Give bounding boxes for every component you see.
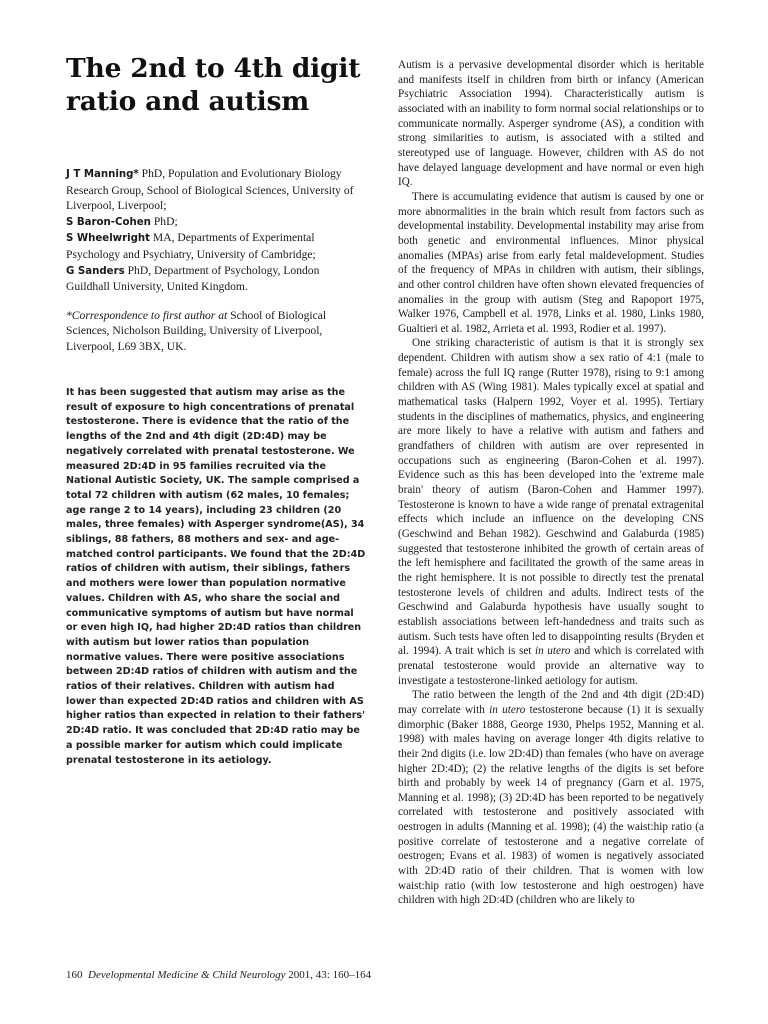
body-paragraph: There is accumulating evidence that autism is caused by one or more abnormalities in the brain which result from factors such as developmental instability. Developmental instability may arise from both genetic and environmental influences. Minor physical anomalies (MPAs) arise from early fetal maldevelopment. Studies of the frequency of MPAs in children with autism, their siblings, and other control children have often shown elevated frequencies of anomalies in the group with autism (Steg and Rapoport 1975, Walker 1976, Campbell et al. 1978, Links et al. 1980, Links 1980, Gualtieri et al. 1982, Arrieta et al. 1993, Rodier et al. 1997). bbox=[398, 190, 704, 335]
author-affiliation: MA, Departments of Experimental Psychology and Psychiatry, University of Cambridge; bbox=[66, 231, 316, 261]
author-name: J T Manning* bbox=[66, 169, 139, 180]
body-paragraph: Autism is a pervasive developmental disorder which is heritable and manifests itself in children from birth or infancy (American Psychiatric Association 1994). Characteristically autism is associated with an inability to form normal social relationships or to communicate normally. Asperger syndrome (AS), a condition with strong similarities to autism, is associated with a stilted and stereotyped use of language. However, children with AS do not have delayed language development and have normal or even high IQ. bbox=[398, 59, 704, 189]
article-title: The 2nd to 4th digit ratio and autism bbox=[66, 53, 361, 117]
author-name: S Baron-Cohen bbox=[66, 216, 151, 228]
author-affiliation: PhD, Population and Evolutionary Biology Research Group, School of Biological Sciences, University of Liverpool, Liverpool; bbox=[66, 167, 354, 213]
body-italic: in utero bbox=[489, 703, 526, 716]
body-paragraph bbox=[398, 688, 704, 908]
body-text bbox=[398, 58, 704, 908]
abstract: It has been suggested that autism may arise as the result of exposure to high concentrations of prenatal testosterone. There is evidence that the ratio of the lengths of the 2nd and 4th digit (2D:4D) may be negatively correlated with prenatal testosterone. We measured 2D:4D in 95 families recruited via the National Autistic Society, UK. The sample comprised a total 72 children with autism (62 males, 10 females; age range 2 to 14 years), including 23 children (20 males, three females) with Asperger syndrome(AS), 34 siblings, 88 fathers, 88 mothers and sex- and age-matched control participants. We found that the 2D:4D ratios of children with autism, their siblings, fathers and mothers were lower than population normative values. Children with AS, who share the social and communicative symptoms of autism but have normal or even high IQ, had higher 2D:4D ratios than children with autism but lower ratios than population normative values. There were positive associations between 2D:4D ratios of children with autism and the ratios of their relatives. Children with autism had lower than expected 2D:4D ratios and children with AS higher ratios than expected in relation to their fathers' 2D:4D ratio. It was concluded that 2D:4D ratio may be a possible marker for autism which could implicate prenatal testosterone in its aetiology. bbox=[66, 387, 366, 766]
body-text-run: testosterone because (1) it is sexually dimorphic (Baker 1888, George 1930, Phelps 1952, Manning et al. 1998) with males having on average longer 4th digits relative to their 2nd digits (i.e. low 2D:4D) than females (who have on average higher 2D:4D); (2) the relative lengths of the digits is set before birth and probably by week 14 of pregnancy (Garn et al. 1975, Manning et al. 1998); (3) 2D:4D has been reported to be negatively correlated with testosterone and positively associated with oestrogen in adults (Manning et al. 1998); (4) the waist:hip ratio (a positive correlate of testosterone and a negative correlate of oestrogen; Evans et al. 1983) of women is negatively associated with 2D:4D ratio of their children. That is women with low waist:hip ratio (with low testosterone and high oestrogen) have children with high 2D:4D (children who are likely to bbox=[398, 703, 704, 907]
author-entry bbox=[66, 214, 364, 231]
author-entry bbox=[66, 166, 364, 214]
body-text-run: The ratio between the length of the 2nd and 4th digit (2D:4D) may correlate with bbox=[398, 689, 704, 716]
author-entry bbox=[66, 230, 364, 262]
body-italic: in utero bbox=[535, 645, 571, 658]
body-text-run: One striking characteristic of autism is that it is strongly sex dependent. Children with autism show a sex ratio of 4:1 (male to female) across the full IQ range (Rutter 1978), rising to 9:1 among children with AS (Wing 1981). Males typically excel at spatial and mathematical tasks (Halpern 1992, Voyer et al. 1995). Tertiary students in the disciplines of mathematics, physics, and engineering are more likely to have a relative with autism and fathers and grandfathers of children with autism are over represented in occupations such as engineering (Baron-Cohen et al. 1997). Evidence such as this has been developed into the 'extreme male brain' theory of autism (Baron-Cohen and Hammer 1997). Testosterone is known to have a wide range of prenatal extragenital effects which include an influence on the developing CNS (Geschwind and Behan 1982). Geschwind and Galaburda (1985) suggested that testosterone inhibited the growth of certain areas of the left hemisphere and facilitated the growth of the same areas in the right hemisphere. It is not possible to directly test the prenatal testosterone levels of children and adults. Indirect tests of the Geschwind and Galaburda hypothesis have usually sought to establish associations between left-handedness and traits such as autism. Such tests have often led to disappointing results (Bryden et al. 1994). A trait which is set bbox=[398, 337, 704, 658]
page-footer bbox=[66, 968, 466, 982]
page-number: 160 bbox=[66, 969, 83, 981]
journal-citation: 2001, 43: 160–164 bbox=[285, 969, 372, 981]
body-text-run: and which is correlated with prenatal testosterone would provide an alternative way to investigate a testosterone-linked aetiology for autism. bbox=[398, 645, 705, 687]
correspondence-address: School of Biological Sciences, Nicholson Building, University of Liverpool, Liverpool, L69 3BX, UK. bbox=[66, 308, 327, 353]
correspondence-lead: *Correspondence to first author at bbox=[66, 308, 228, 322]
author-name: G Sanders bbox=[66, 265, 125, 277]
left-column bbox=[66, 52, 364, 366]
author-affiliation: PhD; bbox=[150, 214, 178, 228]
author-list bbox=[66, 166, 364, 295]
journal-name: Developmental Medicine & Child Neurology bbox=[88, 969, 286, 981]
author-entry bbox=[66, 263, 364, 295]
author-name: S Wheelwright bbox=[66, 233, 151, 245]
author-affiliation: PhD, Department of Psychology, London Guildhall University, United Kingdom. bbox=[66, 263, 320, 294]
correspondence-note bbox=[66, 308, 364, 355]
body-paragraph bbox=[398, 336, 704, 688]
